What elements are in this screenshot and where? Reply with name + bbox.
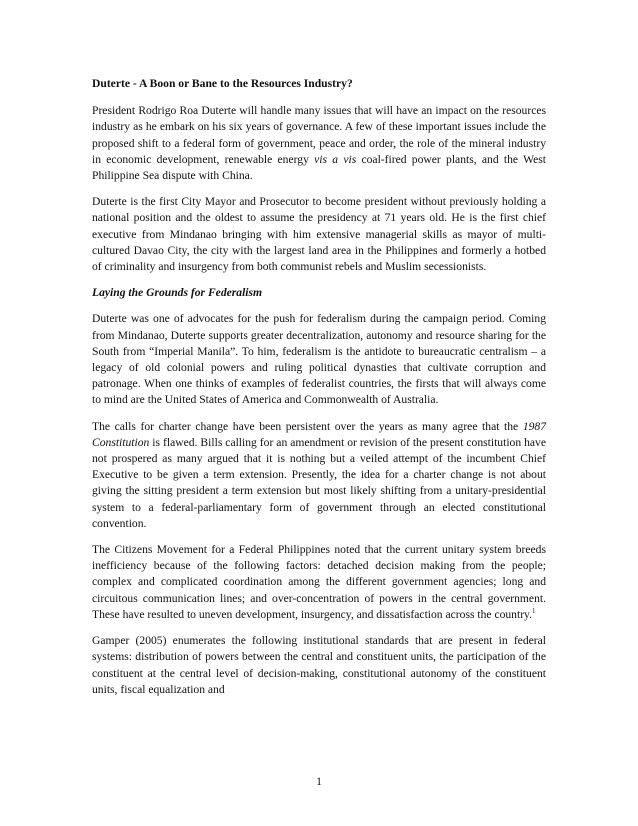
text-run: Duterte is the first City Mayor and Prosecutor to become president without previously holding a national position and the oldest to assume the presidency at 71 years old. He is the first chief executive from Mindanao bringing with him extensive managerial skills as mayor of multi-cultured Davao City, the city with the largest land area in the Philippines and formerly a hotbed of criminality and insurgency from both communist rebels and Muslim secessionists. — [92, 195, 546, 274]
footnote-marker: 1 — [532, 607, 536, 616]
body-paragraph — [92, 103, 546, 184]
text-run: President Rodrigo Roa Duterte will handle many issues that will have an impact on the resources industry as he embark on his six years of governance. A few of these important issues include the proposed shift to a federal form of government, peace and order, the role of the mineral industry in economic development, renewable energy — [92, 104, 546, 166]
body-paragraph — [92, 633, 546, 698]
body-paragraph — [92, 311, 546, 408]
page-number: 1 — [316, 775, 322, 788]
text-run: Gamper (2005) enumerates the following institutional standards that are present in federal systems: distribution of powers between the central and constituent units, the participation of the constituent at the central level of decision-making, constitutional autonomy of the constituent units, fiscal equalization and — [92, 634, 546, 696]
paragraph-list — [92, 103, 546, 698]
text-run: The Citizens Movement for a Federal Philippines noted that the current unitary system breeds inefficiency because of the following factors: detached decision making from the people; complex and complicated coordination among the different government agencies; long and circuitous communication lines; and over-concentration of powers in the central government. These have resulted to uneven development, insurgency, and dissatisfaction across the country. — [92, 543, 546, 621]
document-title: Duterte - A Boon or Bane to the Resources Industry? — [92, 77, 353, 90]
body-paragraph — [92, 542, 546, 623]
italic-text: 1987 Constitution — [92, 419, 546, 449]
body-paragraph — [92, 419, 546, 532]
section-heading: Laying the Grounds for Federalism — [92, 286, 263, 300]
text-run: is flawed. Bills calling for an amendment or revision of the present constitution have not prospered as many argued that it is nothing but a veiled attempt of the incumbent Chief Executive to be given a term extension. Presently, the idea for a charter change is not about giving the sitting president a term extension but most likely shifting from a unitary-presidential system to a federal-parliamentary form of government through an elected constitutional convention. — [92, 435, 546, 530]
text-run: The calls for charter change have been persistent over the years as many agree that the — [92, 419, 523, 433]
text-run: coal-fired power plants, and the West Philippine Sea dispute with China. — [92, 152, 546, 183]
body-paragraph — [92, 194, 546, 275]
text-run: Duterte was one of advocates for the push for federalism during the campaign period. Coming from Mindanao, Duterte supports greater decentralization, autonomy and resource sharing for the South from “Imperial Manila”. To him, federalism is the antidote to bureaucratic centralism – a legacy of old colonial powers and ruling political dynasties that cultivate corruption and patronage. When one thinks of examples of federalist countries, the firsts that will always come to mind are the United States of America and Commonwealth of Australia. — [92, 312, 546, 407]
document-body — [92, 76, 546, 708]
italic-text: vis a vis — [314, 152, 357, 166]
